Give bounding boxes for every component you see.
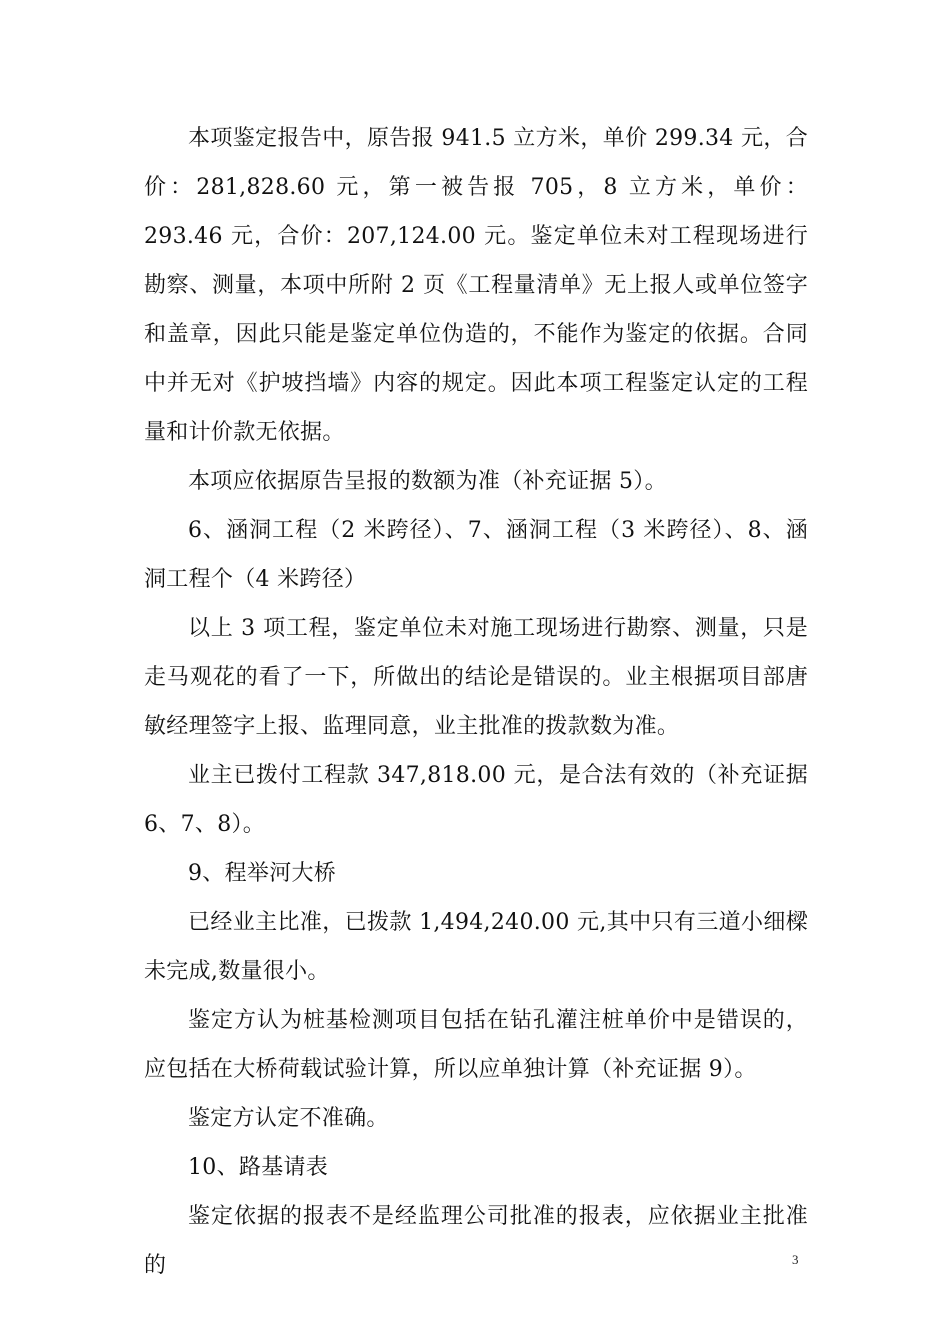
paragraph-revetment-wall-dispute: 本项鉴定报告中，原告报 941.5 立方米，单价 299.34 元，合价：281,828.60 元，第一被告报 705，8 立方米，单价：293.46 元，合价：207,124.00 元。鉴定单位未对工程现场进行勘察、测量，本项中所附 2 页《工程量清单》无上报人或单位签字和盖章，因此只能是鉴定单位伪造的，不能作为鉴定的依据。合同中并无对《护坡挡墙》内容的规定。因此本项工程鉴定认定的工程量和计价款无依据。	[144, 126, 808, 445]
heading-culvert-works: 6、涵洞工程（2 米跨径）、7、涵洞工程（3 米跨径）、8、涵洞工程个（4 米跨径）	[144, 518, 808, 592]
paragraph-pile-testing: 鉴定方认为桩基检测项目包括在钻孔灌注桩单价中是错误的，应包括在大桥荷载试验计算，所以应单独计算（补充证据 9）。	[144, 1008, 808, 1082]
paragraph-bridge-payment: 已经业主比准，已拨款 1,494,240.00 元,其中只有三道小细樑未完成,数量很小。	[144, 910, 808, 984]
paragraph-payment-evidence-6-8: 业主已拨付工程款 347,818.00 元，是合法有效的（补充证据 6、7、8）。	[144, 763, 808, 837]
paragraph-culvert-conclusion: 以上 3 项工程，鉴定单位未对施工现场进行勘察、测量，只是走马观花的看了一下，所做出的结论是错误的。业主根据项目部唐敏经理签字上报、监理同意，业主批准的拨款数为准。	[144, 616, 808, 739]
heading-roadbed: 10、路基请表	[188, 1155, 329, 1180]
page-number: 3	[792, 1252, 799, 1267]
heading-bridge: 9、程举河大桥	[188, 861, 337, 886]
paragraph-evidence-5: 本项应依据原告呈报的数额为准（补充证据 5）。	[188, 469, 667, 494]
paragraph-inaccurate-finding: 鉴定方认定不准确。	[188, 1106, 389, 1131]
paragraph-roadbed-report: 鉴定依据的报表不是经监理公司批准的报表，应依据业主批准的	[144, 1204, 808, 1278]
document-body	[144, 114, 808, 1290]
